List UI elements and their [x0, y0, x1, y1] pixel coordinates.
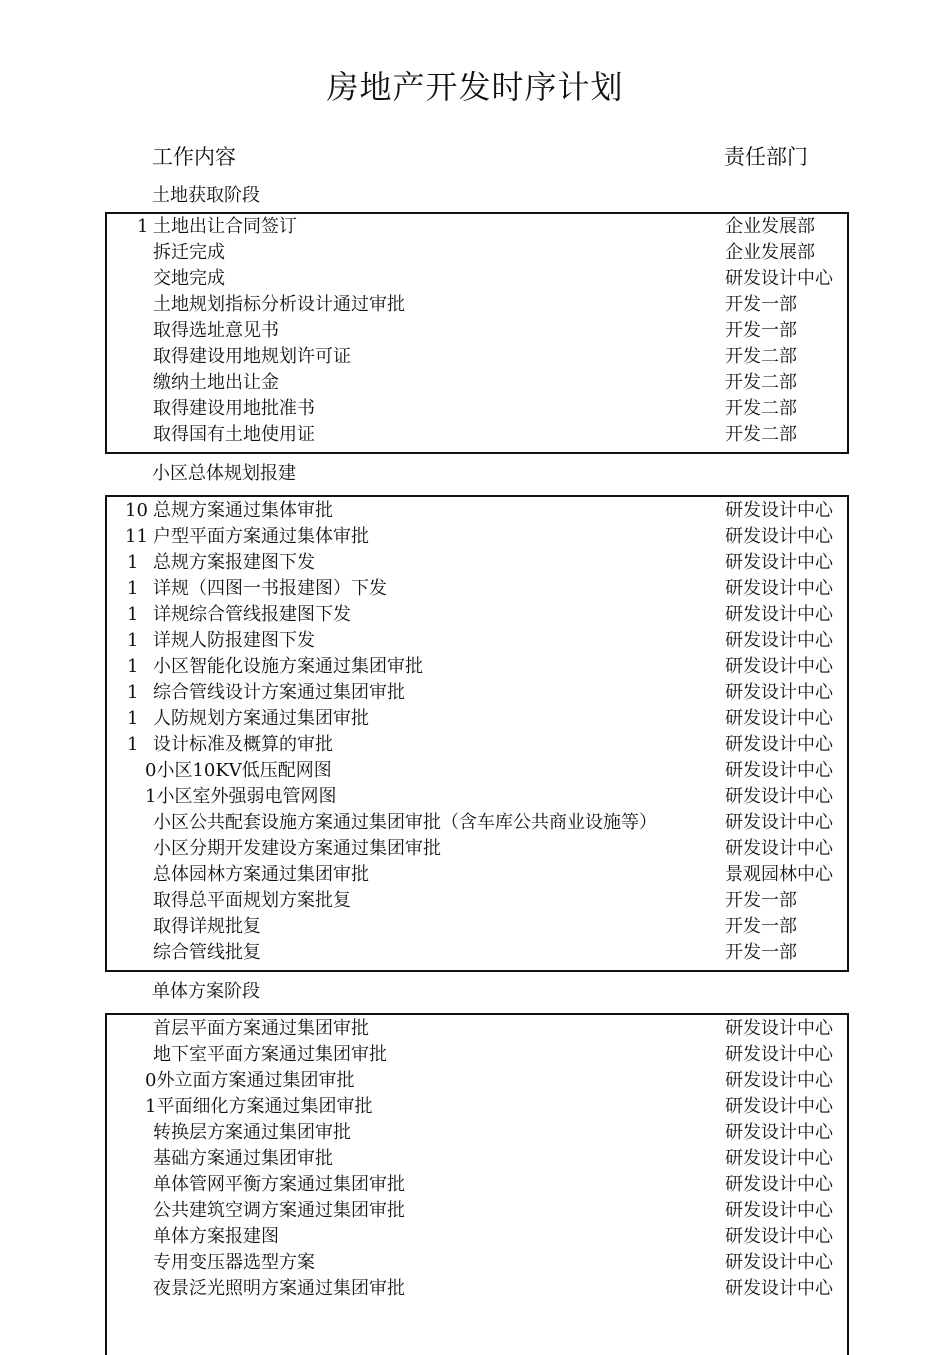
row-number: 1 — [127, 656, 139, 677]
table-row — [107, 1146, 847, 1172]
work-item: 综合管线设计方案通过集团审批 — [153, 682, 405, 703]
table-row — [107, 214, 847, 240]
row-number: 1 — [127, 630, 139, 651]
table-row — [107, 940, 847, 966]
table-row — [107, 550, 847, 576]
responsible-dept: 研发设计中心 — [725, 1252, 833, 1273]
row-number: 1 — [127, 682, 139, 703]
table-row — [107, 344, 847, 370]
table-row — [107, 318, 847, 344]
responsible-dept: 研发设计中心 — [725, 838, 833, 859]
column-header-dept: 责任部门 — [724, 145, 808, 169]
table-row — [107, 1250, 847, 1276]
work-item: 取得建设用地规划许可证 — [153, 346, 351, 367]
table-row — [107, 628, 847, 654]
responsible-dept: 企业发展部 — [725, 242, 815, 263]
responsible-dept: 研发设计中心 — [725, 812, 833, 833]
responsible-dept: 开发二部 — [725, 372, 797, 393]
table-row — [107, 498, 847, 524]
column-header-work: 工作内容 — [152, 145, 236, 169]
responsible-dept: 研发设计中心 — [725, 526, 833, 547]
table-row — [107, 784, 847, 810]
work-item: 1小区室外强弱电管网图 — [145, 786, 337, 807]
work-item: 专用变压器选型方案 — [153, 1252, 315, 1273]
row-number: 1 — [127, 734, 139, 755]
responsible-dept: 开发一部 — [725, 942, 797, 963]
work-item: 取得国有土地使用证 — [153, 424, 315, 445]
table-row — [107, 266, 847, 292]
table-row — [107, 1016, 847, 1042]
responsible-dept: 开发一部 — [725, 916, 797, 937]
table-row — [107, 1120, 847, 1146]
responsible-dept: 开发二部 — [725, 346, 797, 367]
responsible-dept: 研发设计中心 — [725, 604, 833, 625]
table-row — [107, 732, 847, 758]
responsible-dept: 开发一部 — [725, 890, 797, 911]
table-row — [107, 1224, 847, 1250]
row-number: 1 — [127, 578, 139, 599]
row-number: 1 — [127, 604, 139, 625]
work-item: 总体园林方案通过集团审批 — [153, 864, 369, 885]
table-row — [107, 240, 847, 266]
work-item: 设计标准及概算的审批 — [153, 734, 333, 755]
responsible-dept: 研发设计中心 — [725, 1278, 833, 1299]
table-row — [107, 706, 847, 732]
table-row — [107, 396, 847, 422]
work-item: 0外立面方案通过集团审批 — [145, 1070, 355, 1091]
work-item: 详规（四图一书报建图）下发 — [153, 578, 387, 599]
responsible-dept: 企业发展部 — [725, 216, 815, 237]
row-number: 11 — [125, 526, 148, 547]
work-item: 0小区10KV低压配网图 — [145, 760, 332, 781]
table-row — [107, 292, 847, 318]
row-number: 10 — [125, 500, 148, 521]
work-item: 单体方案报建图 — [153, 1226, 279, 1247]
work-item: 地下室平面方案通过集团审批 — [153, 1044, 387, 1065]
work-item: 土地出让合同签订 — [153, 216, 297, 237]
responsible-dept: 研发设计中心 — [725, 1200, 833, 1221]
table-row — [107, 680, 847, 706]
responsible-dept: 研发设计中心 — [725, 1148, 833, 1169]
table-row — [107, 1094, 847, 1120]
table-row — [107, 810, 847, 836]
table-row — [107, 1172, 847, 1198]
responsible-dept: 开发一部 — [725, 294, 797, 315]
responsible-dept: 研发设计中心 — [725, 500, 833, 521]
page-title: 房地产开发时序计划 — [326, 68, 624, 106]
row-number: 1 — [137, 216, 149, 237]
section-table — [105, 1013, 849, 1355]
section-table — [105, 212, 849, 454]
responsible-dept: 研发设计中心 — [725, 1070, 833, 1091]
table-row — [107, 576, 847, 602]
responsible-dept: 研发设计中心 — [725, 760, 833, 781]
work-item: 小区分期开发建设方案通过集团审批 — [153, 838, 441, 859]
table-row — [107, 524, 847, 550]
section-label: 单体方案阶段 — [152, 981, 260, 1002]
responsible-dept: 研发设计中心 — [725, 708, 833, 729]
responsible-dept: 研发设计中心 — [725, 1018, 833, 1039]
table-row — [107, 836, 847, 862]
work-item: 首层平面方案通过集团审批 — [153, 1018, 369, 1039]
work-item: 人防规划方案通过集团审批 — [153, 708, 369, 729]
responsible-dept: 开发一部 — [725, 320, 797, 341]
work-item: 详规人防报建图下发 — [153, 630, 315, 651]
responsible-dept: 研发设计中心 — [725, 268, 833, 289]
responsible-dept: 研发设计中心 — [725, 1174, 833, 1195]
table-row — [107, 1068, 847, 1094]
table-row — [107, 862, 847, 888]
work-item: 夜景泛光照明方案通过集团审批 — [153, 1278, 405, 1299]
work-item: 户型平面方案通过集体审批 — [153, 526, 369, 547]
work-item: 总规方案通过集体审批 — [153, 500, 333, 521]
responsible-dept: 开发二部 — [725, 424, 797, 445]
table-row — [107, 654, 847, 680]
responsible-dept: 研发设计中心 — [725, 1122, 833, 1143]
responsible-dept: 研发设计中心 — [725, 656, 833, 677]
table-row — [107, 914, 847, 940]
table-row — [107, 758, 847, 784]
responsible-dept: 研发设计中心 — [725, 682, 833, 703]
work-item: 详规综合管线报建图下发 — [153, 604, 351, 625]
responsible-dept: 开发二部 — [725, 398, 797, 419]
responsible-dept: 研发设计中心 — [725, 630, 833, 651]
responsible-dept: 研发设计中心 — [725, 578, 833, 599]
work-item: 1平面细化方案通过集团审批 — [145, 1096, 373, 1117]
work-item: 转换层方案通过集团审批 — [153, 1122, 351, 1143]
work-item: 公共建筑空调方案通过集团审批 — [153, 1200, 405, 1221]
work-item: 基础方案通过集团审批 — [153, 1148, 333, 1169]
work-item: 小区智能化设施方案通过集团审批 — [153, 656, 423, 677]
work-item: 取得总平面规划方案批复 — [153, 890, 351, 911]
work-item: 总规方案报建图下发 — [153, 552, 315, 573]
responsible-dept: 研发设计中心 — [725, 1226, 833, 1247]
work-item: 交地完成 — [153, 268, 225, 289]
work-item: 缴纳土地出让金 — [153, 372, 279, 393]
responsible-dept: 研发设计中心 — [725, 786, 833, 807]
responsible-dept: 研发设计中心 — [725, 734, 833, 755]
table-row — [107, 602, 847, 628]
responsible-dept: 研发设计中心 — [725, 1044, 833, 1065]
responsible-dept: 研发设计中心 — [725, 1096, 833, 1117]
table-row — [107, 1042, 847, 1068]
section-label: 土地获取阶段 — [152, 185, 260, 206]
table-row — [107, 888, 847, 914]
row-number: 1 — [127, 708, 139, 729]
work-item: 取得建设用地批准书 — [153, 398, 315, 419]
responsible-dept: 研发设计中心 — [725, 552, 833, 573]
work-item: 拆迁完成 — [153, 242, 225, 263]
row-number: 1 — [127, 552, 139, 573]
work-item: 单体管网平衡方案通过集团审批 — [153, 1174, 405, 1195]
table-row — [107, 1198, 847, 1224]
section-label: 小区总体规划报建 — [152, 463, 296, 484]
responsible-dept: 景观园林中心 — [725, 864, 833, 885]
section-table — [105, 495, 849, 972]
work-item: 取得详规批复 — [153, 916, 261, 937]
table-row — [107, 1276, 847, 1302]
work-item: 取得选址意见书 — [153, 320, 279, 341]
work-item: 小区公共配套设施方案通过集团审批（含车库公共商业设施等） — [153, 812, 657, 833]
table-row — [107, 370, 847, 396]
table-row — [107, 422, 847, 448]
work-item: 土地规划指标分析设计通过审批 — [153, 294, 405, 315]
work-item: 综合管线批复 — [153, 942, 261, 963]
